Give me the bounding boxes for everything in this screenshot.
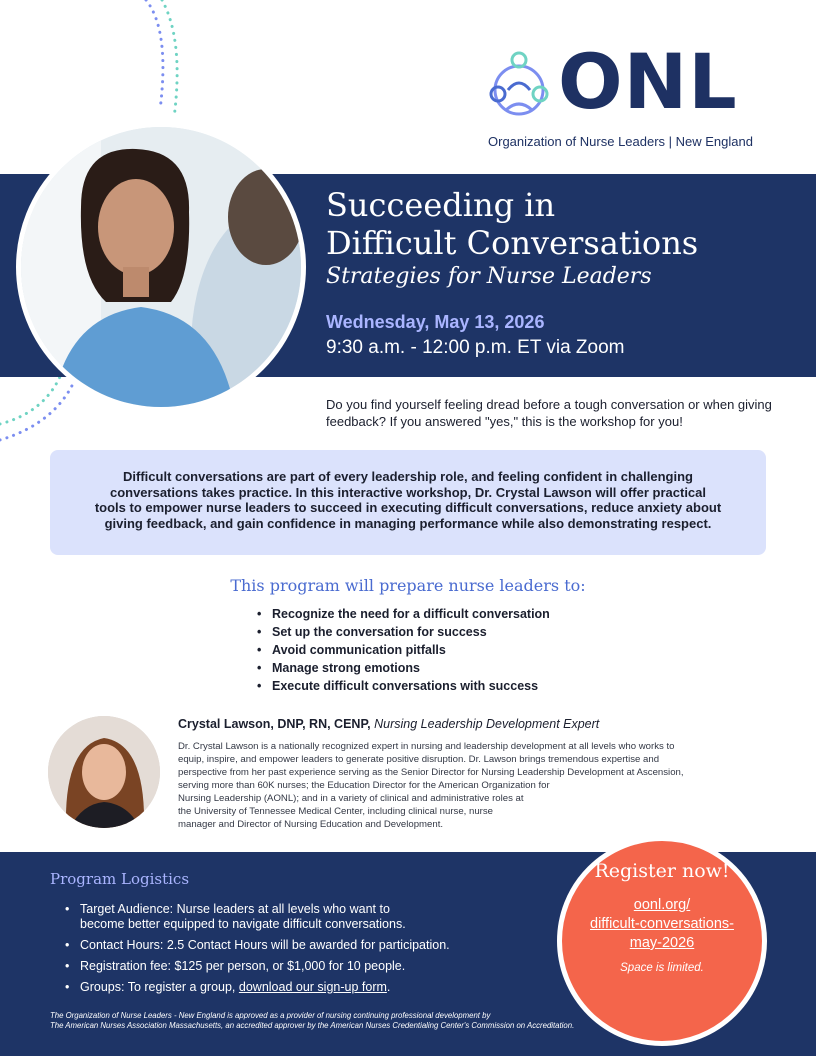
hero-title-line-1: Succeeding in [326,186,556,224]
speaker-credentials: Crystal Lawson, DNP, RN, CENP, [178,717,371,731]
logistics-item-groups [64,980,450,995]
callout-line: conversations takes practice. In this interactive workshop, Dr. Crystal Lawson will offer practical [109,484,707,500]
register-note: Space is limited. [620,962,704,974]
speaker-bio [178,740,768,831]
event-time: 9:30 a.m. - 12:00 p.m. ET via Zoom [326,337,625,358]
hero-subtitle: Strategies for Nurse Leaders [326,264,652,289]
logistics-item-audience [64,902,450,932]
logistics-item-fee: • Registration fee: $125 per person, or $1,000 for 10 people. [64,959,450,974]
register-link-line: may-2026 [629,935,695,951]
intro-text: Do you find yourself feeling dread before a tough conversation or when giving feedback? If you answered "yes," this is the workshop for you! [326,397,772,429]
groups-suffix: . [386,980,391,994]
register-link[interactable] [557,896,767,953]
objective-item: • Avoid communication pitfalls [256,641,550,659]
objective-item: • Execute difficult conversations with success [256,677,550,695]
hero-text [326,186,796,359]
onl-people-circle-icon [486,50,552,122]
objective-item: • Set up the conversation for success [256,623,550,641]
speaker-bio-line: manager and Director of Nursing Education and Development. [178,819,444,830]
speaker-bio-line: Nursing Leadership (AONL); and in a variety of clinical and administrative roles at [178,793,524,804]
accreditation-line-2: The American Nurses Association Massachusetts, an accredited approver by the American Nurses Credentialing Center's Commission on Accreditation. [50,1021,575,1030]
accreditation-line-1: The Organization of Nurse Leaders - New England is approved as a provider of nursing continuing professional development by [50,1011,491,1020]
logistics-item-contact-hours: • Contact Hours: 2.5 Contact Hours will be awarded for participation. [64,938,450,953]
callout-line: tools to empower nurse leaders to succeed in executing difficult conversations, reduce anxiety about [94,500,722,515]
objectives-list [256,605,550,695]
decorative-dots-top [140,0,200,120]
register-link-line: difficult-conversations- [590,916,734,932]
speaker-bio-line: perspective from her past experience serving as the Senior Director for Nursing Leadership Development at Ascension, [178,767,684,778]
speaker-bio-line: serving more than 60K nurses; the Education Director for the American Organization for [178,780,550,791]
logistics-list [64,902,450,1001]
objectives-heading: This program will prepare nurse leaders to: [230,576,586,595]
callout-line: Difficult conversations are part of every leadership role, and feeling confident in challenging [123,469,693,484]
speaker-bio-line: equip, inspire, and empower leaders to generate positive disruption. Dr. Lawson brings tremendous expertise and [178,754,660,765]
callout-line: giving feedback, and gain confidence in managing performance while also demonstrating respect. [104,515,712,531]
speaker-name [178,717,599,731]
objective-item: • Manage strong emotions [256,659,550,677]
speaker-bio-line: the University of Tennessee Medical Center, including clinical nurse, nurse [178,806,493,817]
register-callout [557,836,767,990]
description-callout [50,450,766,555]
logo-subtitle: Organization of Nurse Leaders | New England [488,134,753,149]
speaker-bio-line: Dr. Crystal Lawson is a nationally recognized expert in nursing and leadership development at all levels who works to [178,741,675,752]
signup-form-link[interactable]: download our sign-up form [238,980,387,994]
hero-title [326,186,796,262]
speaker-title: Nursing Leadership Development Expert [374,717,600,731]
event-date: Wednesday, May 13, 2026 [326,312,545,332]
groups-prefix: Groups: To register a group, [80,980,239,994]
speaker-photo [48,716,160,828]
hero-photo [16,122,306,412]
logo-wordmark: ONL [558,37,738,126]
audience-line-2: become better equipped to navigate difficult conversations. [80,917,406,931]
accreditation-statement [50,1011,770,1031]
hero-title-line-2: Difficult Conversations [326,224,699,262]
logistics-heading: Program Logistics [50,870,190,888]
audience-line-1: • Target Audience: Nurse leaders at all levels who want to [80,902,390,916]
objective-item: • Recognize the need for a difficult conversation [256,605,550,623]
register-link-line: oonl.org/ [633,897,691,913]
register-title: Register now! [594,860,730,882]
onl-logo [486,37,766,160]
